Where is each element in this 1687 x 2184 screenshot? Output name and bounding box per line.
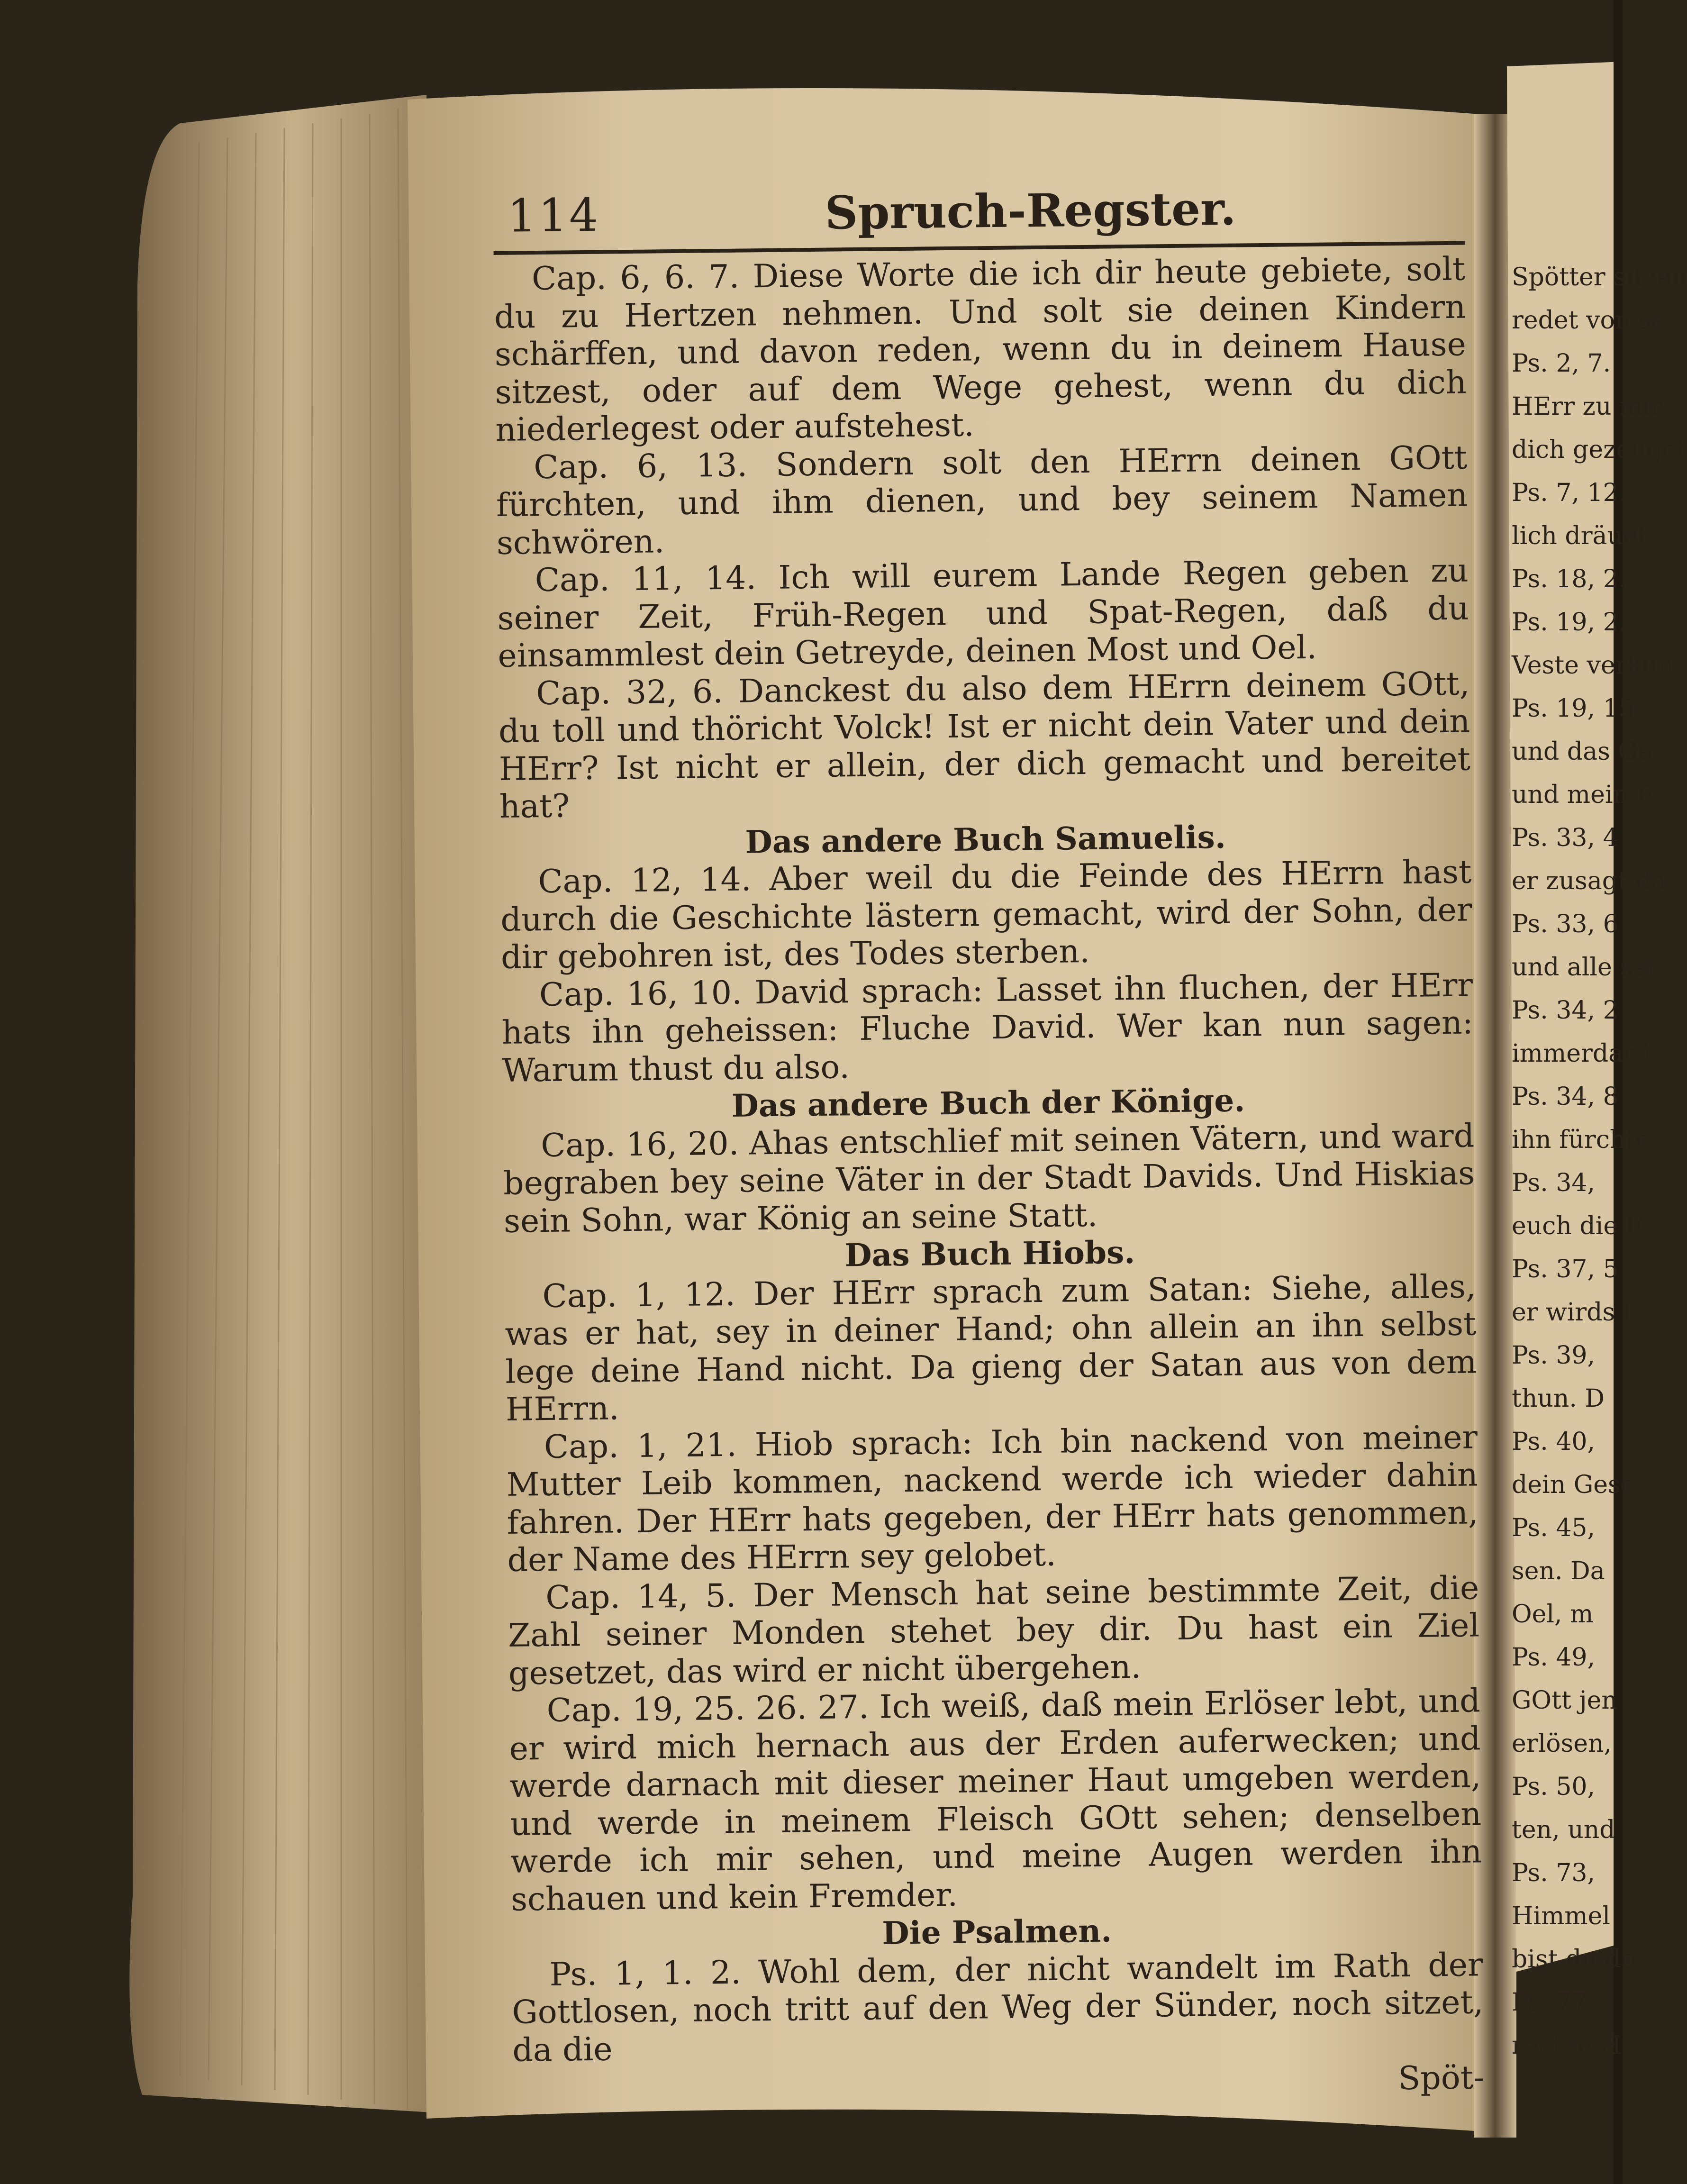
right-page-line: Spötter sitzen <box>1512 263 1687 291</box>
right-page-line: rechte H <box>1512 2031 1622 2060</box>
right-page-line: er wirds f <box>1512 1298 1632 1327</box>
right-page-line: thun. D <box>1512 1384 1605 1413</box>
verse-entry: Cap. 1, 21. Hiob sprach: Ich bin nackend von meiner Mutter Leib kommen, nackend werde ich wieder dahin fahren. Der HErr hats gegeben, der HErr hats genommen, der Name des HErrn sey gelobet. <box>506 1418 1478 1579</box>
right-page-line: GOtt jen <box>1512 1686 1617 1715</box>
page-number: 114 <box>507 188 600 243</box>
verse-entry: Cap. 6, 13. Sondern solt den HErrn deinen GOtt fürchten, und ihm dienen, und bey seinem Namen schwören. <box>496 439 1468 562</box>
right-page-line: Ps. 34, <box>1512 1169 1596 1197</box>
right-page-line: dein Gese <box>1512 1471 1635 1499</box>
right-page-line: lich dräuet. <box>1512 522 1656 550</box>
right-page-line: und mein E <box>1512 781 1655 809</box>
right-page-line: Ps. 2, 7. <box>1512 349 1611 378</box>
right-page-line: Ps. 7, 12. <box>1512 479 1627 507</box>
verse-entry: Cap. 14, 5. Der Mensch hat seine bestimmte Zeit, die Zahl seiner Monden stehet bey dir. Du hast ein Ziel gesetzet, das wird er nicht übergehen. <box>508 1569 1480 1693</box>
right-page-line: Ps. 50, <box>1512 1773 1596 1801</box>
verse-entry: Cap. 1, 12. Der HErr sprach zum Satan: Siehe, alles, was er hat, sey in deiner Hand; ohn allein an ihn selbst lege deine Hand nicht. Da gieng der Satan aus von dem HErrn. <box>505 1267 1477 1429</box>
right-page-line: redet von sei <box>1512 306 1674 335</box>
verse-entry: Cap. 32, 6. Danckest du also dem HErrn deinem GOtt, du toll und thöricht Volck! Ist er nicht dein Vater und dein HErr? Ist nicht er allein, der dich gemacht und bereitet hat? <box>498 664 1471 826</box>
right-page-line: Veste verkün <box>1512 651 1674 680</box>
right-page-line: ten, und <box>1512 1816 1615 1844</box>
right-page-line: Oel, m <box>1512 1600 1594 1629</box>
verse-entry: Cap. 11, 14. Ich will eurem Lande Regen geben zu seiner Zeit, Früh-Regen und Spat-Regen, daß du einsammlest dein Getreyde, deinen Most und Oel. <box>497 552 1469 675</box>
section-heading: Das andere Buch der Könige. <box>731 1082 1245 1124</box>
right-page-line: euch die F <box>1512 1212 1643 1240</box>
right-page-line: immerdar i <box>1512 1039 1651 1068</box>
register-body <box>494 251 1485 2107</box>
right-page-line: und alle sei <box>1512 953 1655 982</box>
verse-entry: Cap. 16, 10. David sprach: Lasset ihn fluchen, der HErr hats ihn geheissen: Fluche David. Wer kan nun sagen: Warum thust du also. <box>501 966 1474 1090</box>
right-page-line: ihn fürchte <box>1512 1126 1651 1154</box>
right-page-line: dich gezeuget <box>1512 436 1687 464</box>
right-page-line: Ps. 18, 2. <box>1512 565 1627 593</box>
right-page-fragments <box>1512 256 1687 2060</box>
right-page-line: er zusagt da <box>1512 867 1666 895</box>
right-page-line: Ps. 77 <box>1512 1988 1587 2017</box>
verse-entry: Ps. 1, 1. 2. Wohl dem, der nicht wandelt im Rath der Gottlosen, noch tritt auf den Weg der Sünder, noch sitzet, da die <box>512 1946 1484 2069</box>
verse-entry: Cap. 16, 20. Ahas entschlief mit seinen Vätern, und ward begraben bey seine Väter in der Stadt Davids. Und Hiskias sein Sohn, war König an seine Statt. <box>503 1117 1475 1240</box>
right-page-line: Ps. 34, 2 <box>1512 996 1619 1025</box>
section-heading: Das andere Buch Samuelis. <box>745 818 1226 860</box>
verse-entry: Cap. 6, 6. 7. Diese Worte die ich dir heute gebiete, solt du zu Hertzen nehmen. Und solt sie deinen Kindern schärffen, und davon reden, wenn du in deinem Hause sitzest, oder auf dem Wege gehest, wenn du dich niederlegest oder aufstehest. <box>494 250 1467 449</box>
right-page-line: Ps. 49, <box>1512 1643 1596 1672</box>
right-page-line: sen. Da <box>1512 1557 1605 1585</box>
right-page-line: erlösen, <box>1512 1729 1612 1758</box>
right-page-line: Ps. 33, 4 <box>1512 824 1619 852</box>
right-page-line: Himmel <box>1512 1902 1610 1930</box>
catchword: Spöt- <box>1398 2059 1485 2098</box>
verse-entry: Cap. 19, 25. 26. 27. Ich weiß, daß mein Erlöser lebt, und er wird mich hernach aus der Erden auferwecken; und werde darnach mit dieser meiner Haut umgeben werden, und werde in meinem Fleisch GOtt sehen; denselben werde ich mir sehen, und meine Augen werden ihn schauen und kein Fremder. <box>509 1682 1482 1919</box>
section-heading: Das Buch Hiobs. <box>844 1233 1135 1274</box>
left-page-text <box>493 170 1487 2098</box>
right-page-line: Ps. 40, <box>1512 1428 1596 1456</box>
right-page-line: bist du do <box>1512 1945 1636 1974</box>
right-page-line: Ps. 73, <box>1512 1859 1596 1887</box>
right-page-line: Ps. 19, 2. <box>1512 608 1627 637</box>
verse-entry: Cap. 12, 14. Aber weil du die Feinde des HErrn hast durch die Geschichte lästern gemacht, wird der Sohn, der dir gebohren ist, des Todes sterben. <box>500 853 1472 976</box>
running-head <box>493 170 1469 246</box>
right-page-line: Ps. 34, 8 <box>1512 1083 1619 1111</box>
running-title: Spruch-Regster. <box>825 182 1236 240</box>
right-page-line: Ps. 37, 5 <box>1512 1255 1619 1283</box>
right-page-line: Ps. 39, <box>1512 1341 1596 1370</box>
right-page-line: Ps. 45, <box>1512 1514 1596 1542</box>
right-page-line: Ps. 33, 6 <box>1512 910 1619 938</box>
section-heading: Die Psalmen. <box>882 1912 1112 1952</box>
right-page-line: Ps. 19, 15 <box>1512 694 1634 723</box>
right-page-line: und das Ge <box>1512 737 1652 766</box>
right-page-line: HErr zu mir <box>1512 392 1662 421</box>
